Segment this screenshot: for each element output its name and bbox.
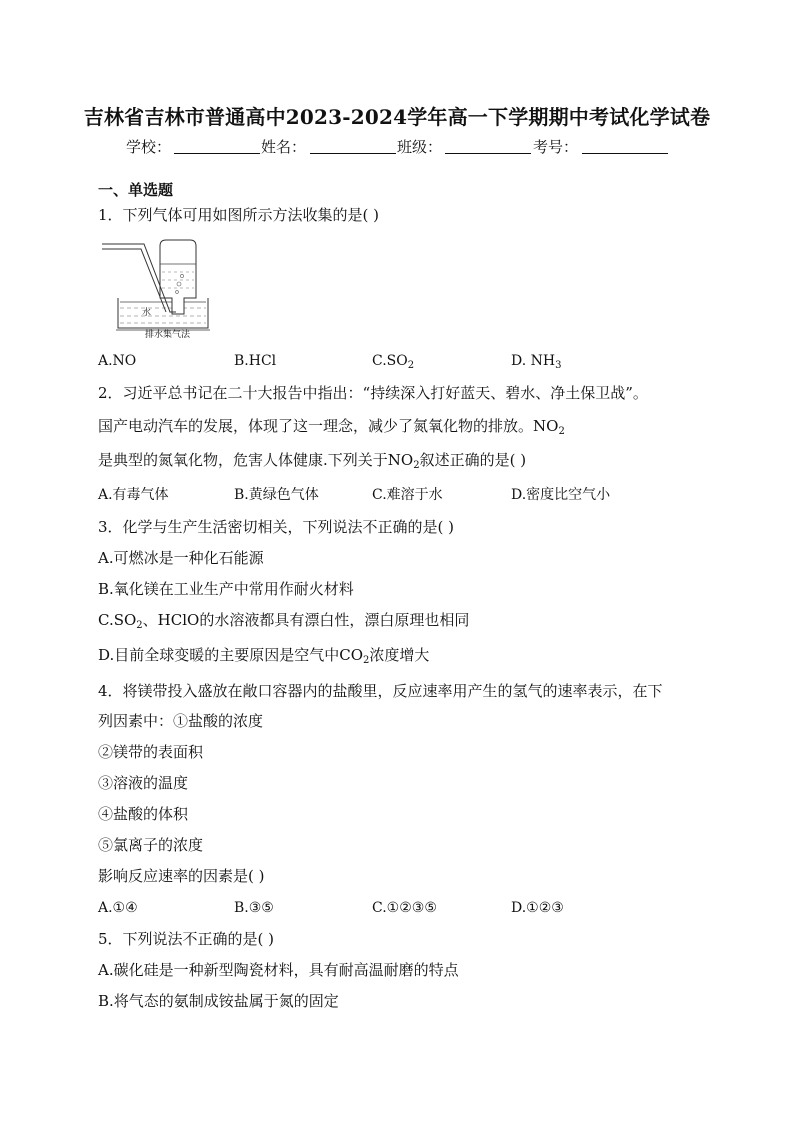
class-blank: [445, 136, 531, 154]
q3-option-d[interactable]: [98, 645, 429, 665]
q1-option-c-text: C.SO: [372, 353, 408, 369]
q4-option-b[interactable]: B.③⑤: [234, 900, 274, 916]
q2-line-3-sub: 2: [413, 460, 420, 471]
q2-line-3-b: 叙述正确的是( ): [419, 451, 527, 469]
q2-option-c[interactable]: C.难溶于水: [372, 487, 443, 503]
q3-option-c[interactable]: [98, 610, 469, 630]
q2-option-b[interactable]: B.黄绿色气体: [234, 487, 319, 503]
school-blank: [174, 136, 260, 154]
q4-factor-4: ④盐酸的体积: [98, 805, 189, 823]
q3-option-b[interactable]: B.氧化镁在工业生产中常用作耐火材料: [98, 580, 354, 598]
name-blank: [310, 136, 396, 154]
q5-option-b[interactable]: B.将气态的氨制成铵盐属于氮的固定: [98, 992, 339, 1010]
q4-option-d[interactable]: D.①②③: [511, 900, 564, 916]
q2-line-3-a: 是典型的氮氧化物，危害人体健康.下列关于NO: [98, 451, 414, 469]
q2-line-3: [98, 450, 526, 470]
q5-stem: 5．下列说法不正确的是( ): [98, 930, 275, 948]
q2-line-2: [98, 416, 565, 436]
q2-line-1: 2．习近平总书记在二十大报告中指出：“持续深入打好蓝天、碧水、净土保卫战”。: [98, 384, 648, 402]
q1-option-d-text: D. NH: [511, 353, 556, 369]
q4-factor-2: ②镁带的表面积: [98, 743, 204, 761]
q3-stem: 3．化学与生产生活密切相关，下列说法不正确的是( ): [98, 518, 455, 536]
q2-option-a[interactable]: A.有毒气体: [98, 487, 169, 503]
number-label: 考号：: [533, 138, 579, 156]
q3-option-c-b: 、HClO的水溶液都具有漂白性，漂白原理也相同: [142, 611, 470, 629]
q2-line-2-sub: 2: [558, 426, 565, 437]
q3-option-d-a: D.目前全球变暖的主要原因是空气中CO: [98, 646, 364, 664]
q3-option-c-a: C.SO: [98, 611, 137, 629]
class-label: 班级：: [397, 138, 443, 156]
section-single-choice: 一、单选题: [98, 181, 174, 199]
number-blank: [582, 136, 668, 154]
q1-option-b[interactable]: B.HCl: [234, 353, 277, 369]
q3-option-d-b: 浓度增大: [369, 646, 430, 664]
q4-line-1: 4．将镁带投入盛放在敞口容器内的盐酸里，反应速率用产生的氢气的速率表示，在下: [98, 682, 663, 700]
q1-option-c-sub: 2: [407, 360, 415, 371]
q4-factor-3: ③溶液的温度: [98, 774, 189, 792]
q1-option-a[interactable]: A.NO: [98, 353, 137, 369]
q5-option-a[interactable]: A.碳化硅是一种新型陶瓷材料，具有耐高温耐磨的特点: [98, 961, 459, 979]
q2-option-d[interactable]: D.密度比空气小: [511, 487, 611, 503]
q1-stem: 1．下列气体可用如图所示方法收集的是( ): [98, 206, 380, 224]
q3-option-d-sub: 2: [363, 655, 370, 666]
q4-option-a[interactable]: A.①④: [98, 900, 138, 916]
q4-factor-5: ⑤氯离子的浓度: [98, 836, 204, 854]
name-label: 姓名：: [261, 138, 307, 156]
q4-ask: 影响反应速率的因素是( ): [98, 867, 265, 885]
water-label: 水: [142, 308, 152, 318]
q3-option-c-sub: 2: [136, 620, 143, 631]
q4-option-c[interactable]: C.①②③⑤: [372, 900, 437, 916]
q4-line-2: 列因素中：①盐酸的浓度: [98, 712, 264, 730]
q3-option-a[interactable]: A.可燃冰是一种化石能源: [98, 549, 264, 567]
school-label: 学校：: [126, 138, 172, 156]
exam-title: 吉林省吉林市普通高中2023-2024学年高一下学期期中考试化学试卷: [83, 105, 711, 129]
figure-caption: 排水集气法: [145, 330, 191, 340]
q1-option-c[interactable]: [372, 351, 414, 371]
q1-option-d-sub: 3: [555, 360, 562, 371]
q1-option-d[interactable]: [511, 351, 561, 371]
q2-line-2-text: 国产电动汽车的发展，体现了这一理念，减少了氮氧化物的排放。NO: [98, 417, 559, 435]
